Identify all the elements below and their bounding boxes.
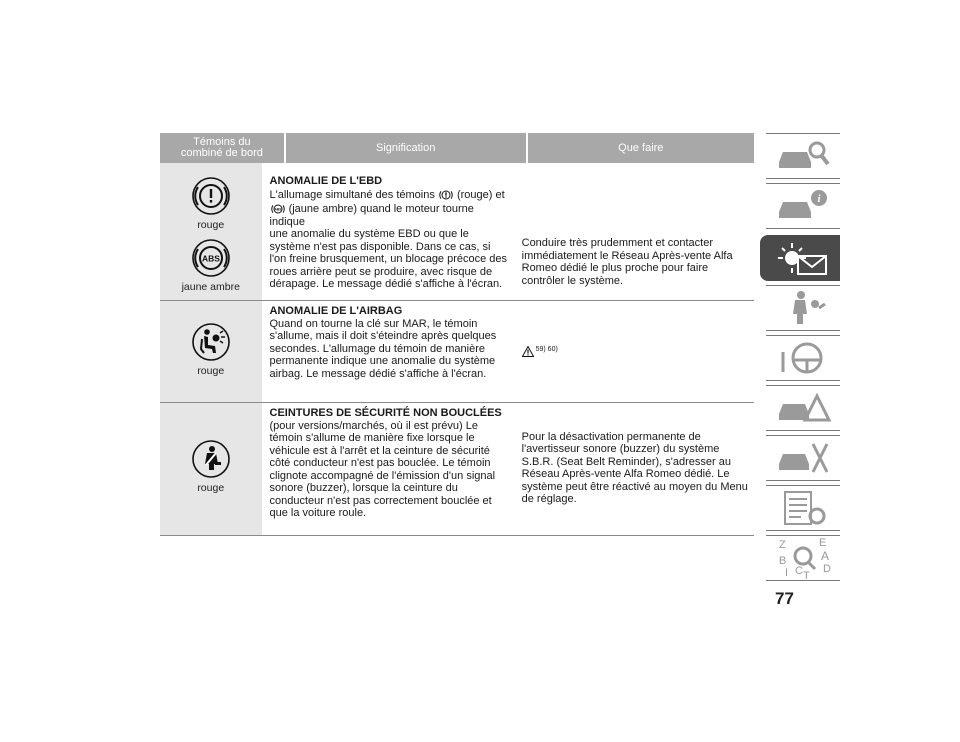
- icon-cell: [160, 301, 262, 402]
- icon-cell: [160, 163, 262, 300]
- table-row: [160, 403, 754, 536]
- meaning-text: une anomalie du système EBD ou que le système n'est pas disponible. Dans ce cas, si l'on freine brusquement, un blocage précoce des roues arrière peut se produire, avec risque de dérapage. Le message dédié s'affiche à l'écran.: [269, 228, 508, 290]
- svg-text:ABS: ABS: [273, 206, 282, 211]
- header-meaning: Signification: [286, 133, 526, 163]
- index-letter: A: [821, 549, 830, 563]
- page-number: 77: [775, 589, 794, 608]
- index-letter: D: [823, 563, 831, 575]
- index-letter: E: [819, 537, 827, 549]
- car-info-icon: [773, 186, 833, 226]
- steering-wheel-icon: [773, 338, 833, 378]
- icon-color-label: rouge: [197, 218, 225, 231]
- tab-emergency[interactable]: [766, 385, 840, 431]
- what-to-do-cell: [512, 301, 754, 402]
- meaning-line-1: [270, 188, 508, 202]
- index-letter: C: [795, 565, 803, 577]
- meaning-text: Quand on tourne la clé sur MAR, le témoin s'allume, mais il doit s'éteindre après quelques secondes. L'allumage du témoin de manière permanente indique une anomalie du système airbag. Le message dédié s'affiche à l'écran.: [269, 317, 497, 380]
- what-to-do-cell: [512, 163, 754, 300]
- what-to-do-text: Pour la désactivation permanente de l'avertisseur sonore (buzzer) du système S.B.R. (Seat Belt Reminder), s'adresser au Réseau Après-vente Alfa Romeo dédié. Le système peut être réactivé au moyen du Menu de réglage.: [521, 430, 748, 505]
- row-title: ANOMALIE DE L'AIRBAG: [269, 305, 403, 317]
- airbag-warning-icon: [190, 321, 232, 363]
- tab-passenger-safety[interactable]: [766, 285, 840, 331]
- index-letter: Z: [779, 539, 786, 551]
- tab-car-info[interactable]: [766, 183, 840, 229]
- table-row: [160, 163, 754, 301]
- abs-warning-icon: [270, 202, 286, 216]
- tab-alphabetical-index[interactable]: [766, 535, 840, 581]
- meaning-text: (pour versions/marchés, où il est prévu) Le témoin s'allume de manière fixe lorsque le véhicule est à l'arrêt et la ceinture de sécurité côté conducteur n'est pas bouclée. Le témoin clignote accompagné de l'émission d'un signal sonore (buzzer), lorsque la ceinture du conducteur n'est pas correctement bouclée et que la voiture roule.: [269, 419, 496, 519]
- icon-color-label: rouge: [197, 364, 225, 377]
- meaning-text: (jaune ambre) quand le moteur tourne indique: [269, 202, 474, 228]
- warning-triangle-icon: [522, 346, 534, 357]
- warning-light-message-icon: [768, 238, 832, 278]
- tab-driving[interactable]: [766, 335, 840, 381]
- brake-warning-icon: [190, 175, 232, 217]
- icon-cell: [160, 403, 262, 535]
- what-to-do-cell: [512, 403, 754, 535]
- car-warning-triangle-icon: [773, 388, 833, 428]
- index-letter: I: [785, 567, 789, 579]
- index-letter: T: [803, 570, 810, 580]
- row-title: ANOMALIE DE L'EBD: [269, 175, 383, 187]
- meaning-text: (rouge) et: [456, 188, 505, 201]
- warning-lights-table: [160, 133, 754, 536]
- header-what-to-do: Que faire: [528, 133, 754, 163]
- table-row: [160, 301, 754, 403]
- brake-warning-icon: [438, 188, 454, 202]
- technical-data-list-icon: [773, 488, 833, 528]
- tab-technical-data[interactable]: [766, 485, 840, 531]
- warning-reference-numbers: 59) 60): [535, 346, 558, 354]
- warning-reference: [522, 344, 558, 357]
- header-warning-lights: Témoins du combiné de bord: [160, 133, 284, 163]
- meaning-line-2: [270, 202, 508, 229]
- seatbelt-warning-icon: [190, 438, 232, 480]
- tab-car-search[interactable]: [766, 133, 840, 179]
- svg-text:i: i: [817, 193, 821, 205]
- what-to-do-text: Conduire très prudemment et contacter immédiatement le Réseau Après-vente Alfa Romeo dédié le plus proche pour faire contrôler le système.: [521, 237, 733, 287]
- icon-color-label: jaune ambre: [181, 280, 240, 293]
- meaning-cell: [262, 163, 512, 300]
- alphabetical-index-icon: [773, 536, 833, 580]
- svg-text:ABS: ABS: [201, 253, 220, 263]
- car-search-icon: [773, 136, 833, 176]
- index-letter: B: [779, 555, 787, 567]
- abs-warning-icon: [190, 237, 232, 279]
- meaning-text: L'allumage simultané des témoins: [269, 188, 435, 201]
- icon-color-label: rouge: [197, 482, 225, 494]
- meaning-cell: [262, 403, 512, 535]
- tab-maintenance[interactable]: [766, 435, 840, 481]
- meaning-cell: [262, 301, 512, 402]
- car-tools-icon: [773, 438, 833, 478]
- passenger-safety-icon: [773, 288, 833, 328]
- tab-warning-lights[interactable]: [760, 235, 840, 281]
- row-title: CEINTURES DE SÉCURITÉ NON BOUCLÉES: [269, 407, 502, 419]
- table-header: [160, 133, 754, 163]
